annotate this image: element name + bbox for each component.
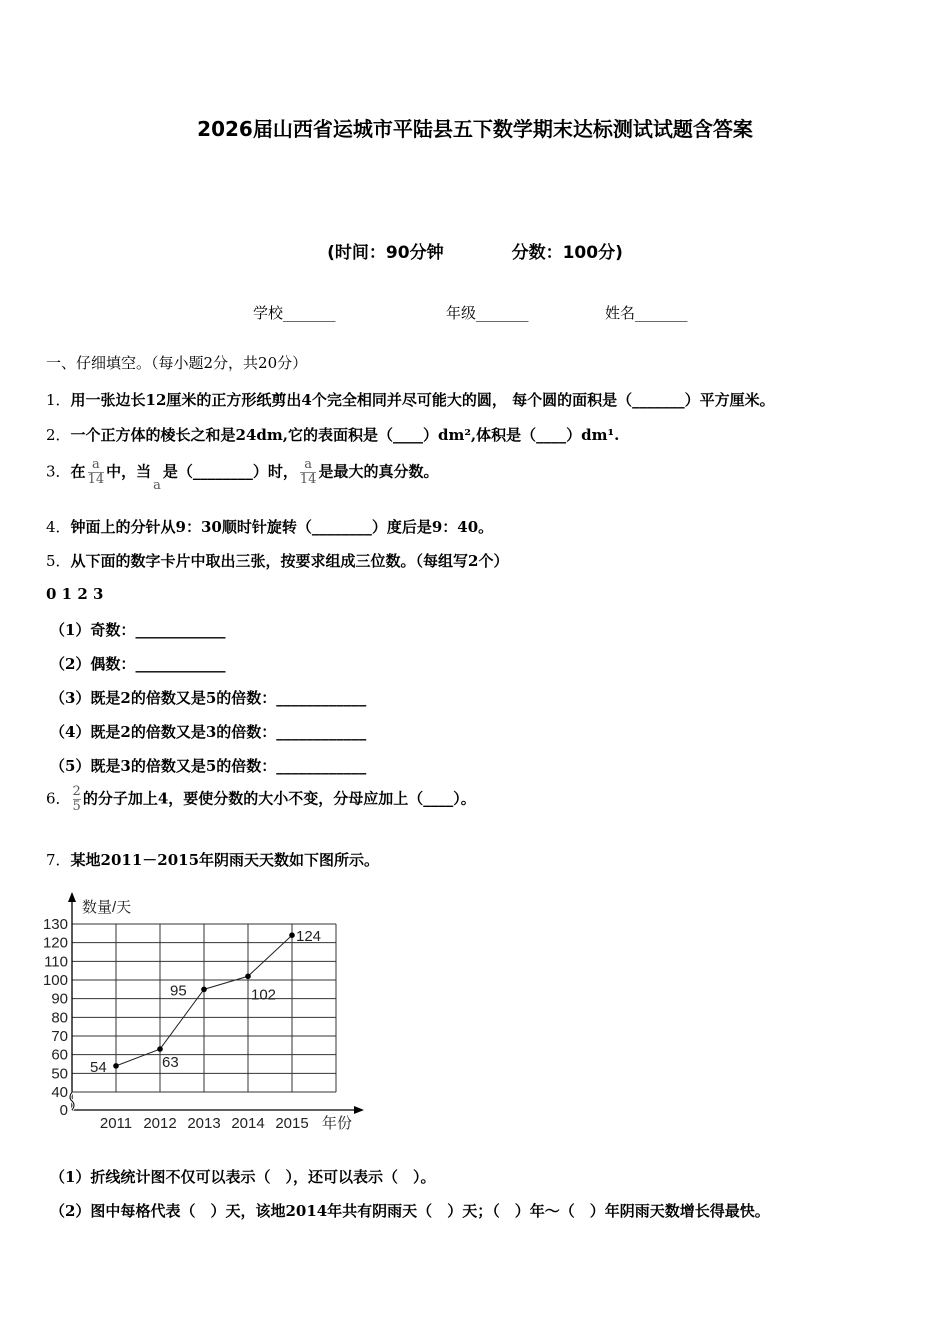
x-tick-label: 2014 bbox=[231, 1115, 265, 1132]
question-3 bbox=[46, 458, 438, 493]
y-tick-label: 110 bbox=[44, 953, 68, 971]
question-text: 钟面上的分针从9：30顺时针旋转（________）度后是9：40。 bbox=[70, 518, 494, 536]
question-text: 用一张边长12厘米的正方形纸剪出4个完全相同并尽可能大的圆， 每个圆的面积是（_______）平方厘米。 bbox=[70, 391, 775, 409]
name-field[interactable]: 姓名_______ bbox=[605, 304, 688, 322]
question-text: 是（________）时， bbox=[162, 462, 298, 481]
denominator: 14 bbox=[299, 472, 317, 487]
numerator: a bbox=[304, 457, 313, 472]
data-point bbox=[245, 973, 251, 979]
grade-field[interactable]: 年级_______ bbox=[446, 304, 529, 322]
data-label: 95 bbox=[170, 982, 187, 1000]
question-number: 6． bbox=[46, 789, 71, 808]
q7-part-1: （1）折线统计图不仅可以表示（ ），还可以表示（ ）。 bbox=[50, 1168, 436, 1186]
question-1 bbox=[46, 389, 775, 410]
y-axis-arrow bbox=[68, 892, 76, 902]
numerator: a bbox=[91, 457, 100, 472]
x-axis-arrow bbox=[354, 1106, 364, 1114]
variable: a bbox=[153, 477, 161, 493]
school-field[interactable]: 学校_______ bbox=[253, 304, 336, 322]
y-tick-label: 0 bbox=[59, 1102, 68, 1119]
data-label: 102 bbox=[251, 986, 277, 1004]
question-6 bbox=[46, 785, 476, 814]
y-tick-label: 40 bbox=[51, 1084, 68, 1101]
question-text: 是最大的真分数。 bbox=[318, 462, 439, 481]
fraction bbox=[88, 458, 105, 487]
y-tick-label: 120 bbox=[42, 934, 68, 952]
q7-part-2: （2）图中每格代表（ ）天，该地2014年共有阴雨天（ ）天；（ ）年～（ ）年阴雨天数增长得最快。 bbox=[50, 1202, 770, 1220]
question-text: 的分子加上4，要使分数的大小不变，分母应加上（____）。 bbox=[82, 789, 476, 808]
data-label: 54 bbox=[90, 1058, 107, 1076]
question-5 bbox=[46, 550, 509, 571]
exam-time-score: (时间：90分钟 分数：100分) bbox=[327, 243, 623, 263]
question-text: 从下面的数字卡片中取出三张，按要求组成三位数。（每组写2个） bbox=[70, 552, 509, 570]
section-heading: 一、仔细填空。（每小题2分，共20分） bbox=[46, 354, 308, 372]
page-title: 2026届山西省运城市平陆县五下数学期末达标测试试题含答案 bbox=[197, 117, 753, 141]
y-tick-label: 60 bbox=[51, 1046, 68, 1064]
x-tick-label: 2015 bbox=[275, 1115, 309, 1132]
question-text: 一个正方体的棱长之和是24dm,它的表面积是（____）dm²,体积是（____）dm¹. bbox=[70, 426, 620, 444]
q5-part-1: （1）奇数：____________ bbox=[50, 621, 226, 639]
y-tick-label: 90 bbox=[51, 990, 68, 1008]
y-axis-label: 数量/天 bbox=[82, 899, 132, 916]
y-tick-label: 70 bbox=[51, 1028, 68, 1045]
number-cards: 0 1 2 3 bbox=[46, 585, 104, 603]
x-tick-label: 2013 bbox=[187, 1115, 221, 1132]
data-point bbox=[289, 932, 295, 938]
question-number: 7． bbox=[46, 851, 71, 869]
q5-part-3: （3）既是2的倍数又是5的倍数：____________ bbox=[50, 689, 367, 707]
x-tick-label: 2012 bbox=[143, 1115, 177, 1132]
question-number: 1． bbox=[46, 391, 71, 409]
y-tick-label: 80 bbox=[51, 1009, 68, 1027]
q5-part-5: （5）既是3的倍数又是5的倍数：____________ bbox=[50, 757, 367, 775]
question-2 bbox=[46, 424, 619, 445]
question-text: 中，当 bbox=[106, 462, 152, 481]
fraction bbox=[300, 458, 317, 487]
q5-part-4: （4）既是2的倍数又是3的倍数：____________ bbox=[50, 723, 367, 741]
x-axis-label: 年份 bbox=[322, 1115, 353, 1132]
data-point bbox=[157, 1046, 163, 1052]
question-7 bbox=[46, 849, 379, 870]
question-text: 某地2011－2015年阴雨天天数如下图所示。 bbox=[70, 851, 380, 869]
question-number: 4． bbox=[46, 518, 71, 536]
question-4 bbox=[46, 516, 493, 537]
y-tick-label: 100 bbox=[42, 972, 68, 989]
question-number: 3． bbox=[46, 462, 71, 481]
question-text: 在 bbox=[70, 462, 86, 481]
y-tick-label: 50 bbox=[51, 1065, 68, 1083]
y-tick-label: 130 bbox=[42, 916, 68, 933]
question-number: 5． bbox=[46, 552, 71, 570]
data-point bbox=[201, 987, 207, 993]
denominator: 14 bbox=[87, 472, 105, 487]
x-tick-label: 2011 bbox=[99, 1115, 133, 1132]
q5-part-2: （2）偶数：____________ bbox=[50, 655, 226, 673]
rainy-days-line-chart bbox=[40, 880, 380, 1140]
numerator: 2 bbox=[72, 784, 81, 799]
question-number: 2． bbox=[46, 426, 71, 444]
denominator: 5 bbox=[72, 799, 81, 814]
fraction bbox=[73, 785, 81, 814]
data-label: 63 bbox=[162, 1054, 179, 1072]
data-label: 124 bbox=[296, 928, 322, 946]
data-point bbox=[113, 1063, 119, 1069]
